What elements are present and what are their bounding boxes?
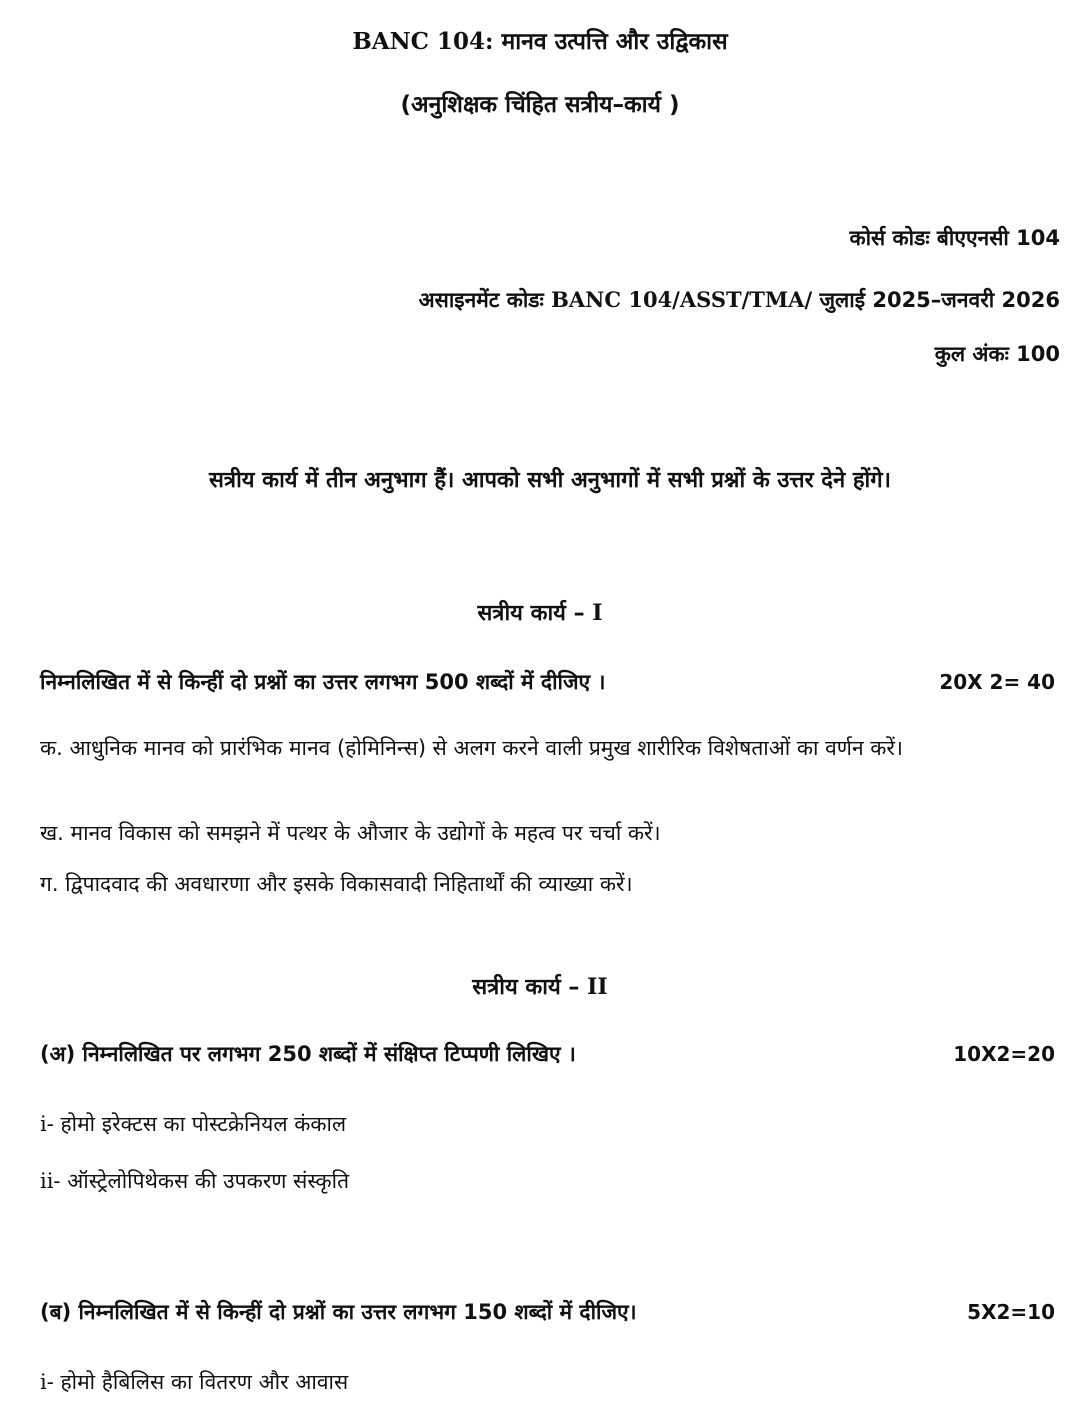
question-ga: ग. द्विपादवाद की अवधारणा और इसके विकासवादी निहितार्थों की व्याख्या करें। <box>40 872 633 896</box>
part-b-instruction: (ब) निम्नलिखित में से किन्हीं दो प्रश्नों का उत्तर लगभग 150 शब्दों में दीजिए। <box>40 1300 637 1324</box>
course-code: कोर्स कोडः बीएएनसी 104 <box>849 226 1060 250</box>
section-1-heading <box>0 600 1080 627</box>
title-course-name: मानव उत्पत्ति और उद्विकास <box>501 29 728 55</box>
general-instructions: सत्रीय कार्य में तीन अनुभाग हैं। आपको सभी अनुभागों में सभी प्रश्नों के उत्तर देने होंगे। <box>209 468 891 493</box>
assignment-code-label: असाइनमेंट कोडः <box>418 288 544 312</box>
page-title <box>0 28 1080 57</box>
page-subtitle: (अनुशिक्षक चिंहित सत्रीय–कार्य ) <box>400 92 680 118</box>
part-b-item-text: होमो हैबिलिस का वितरण और आवास <box>60 1370 349 1394</box>
assignment-session: जुलाई 2025–जनवरी 2026 <box>819 288 1060 312</box>
section-2-heading-text: सत्रीय कार्य – <box>472 975 580 1000</box>
part-a-item-text: होमो इरेक्टस का पोस्टक्रेनियल कंकाल <box>60 1112 347 1136</box>
question-kha: ख. मानव विकास को समझने में पत्थर के औजार के उद्योगों के महत्व पर चर्चा करें। <box>40 821 661 845</box>
part-a-item-number: ii- <box>40 1169 61 1193</box>
section-1-instruction: निम्नलिखित में से किन्हीं दो प्रश्नों का उत्तर लगभग 500 शब्दों में दीजिए । <box>40 670 606 694</box>
section-1-heading-text: सत्रीय कार्य – <box>477 601 585 626</box>
question-ka: क. आधुनिक मानव को प्रारंभिक मानव (होमिनिन्स) से अलग करने वाली प्रमुख शारीरिक विशेषताओं का वर्णन करें। <box>40 736 903 760</box>
section-1-heading-numeral: I <box>592 600 603 626</box>
part-b-marks: 5X2=10 <box>967 1300 1055 1324</box>
title-course-code: BANC 104: <box>352 28 494 55</box>
section-1-marks: 20X 2= 40 <box>939 670 1055 694</box>
part-b-item <box>40 1364 1040 1401</box>
part-a-item <box>40 1106 1040 1143</box>
part-a-marks: 10X2=20 <box>953 1042 1055 1066</box>
part-b-instruction-row <box>40 1300 1055 1325</box>
part-b-item-number: i- <box>40 1370 54 1394</box>
part-a-instruction: (अ) निम्नलिखित पर लगभग 250 शब्दों में संक्षिप्त टिप्पणी लिखिए । <box>40 1042 576 1066</box>
total-marks: कुल अंकः 100 <box>934 342 1060 366</box>
assignment-code-value: BANC 104/ASST/TMA/ <box>551 287 813 312</box>
section-2-heading-numeral: II <box>587 974 608 1000</box>
section-1-instruction-row <box>40 670 1055 695</box>
section-2-heading <box>0 974 1080 1001</box>
part-a-item-text: ऑस्ट्रेलोपिथेकस की उपकरण संस्कृति <box>67 1169 350 1193</box>
part-a-instruction-row <box>40 1042 1055 1067</box>
part-a-item-number: i- <box>40 1112 54 1136</box>
part-a-item <box>40 1163 1040 1200</box>
assignment-code <box>419 287 1060 313</box>
